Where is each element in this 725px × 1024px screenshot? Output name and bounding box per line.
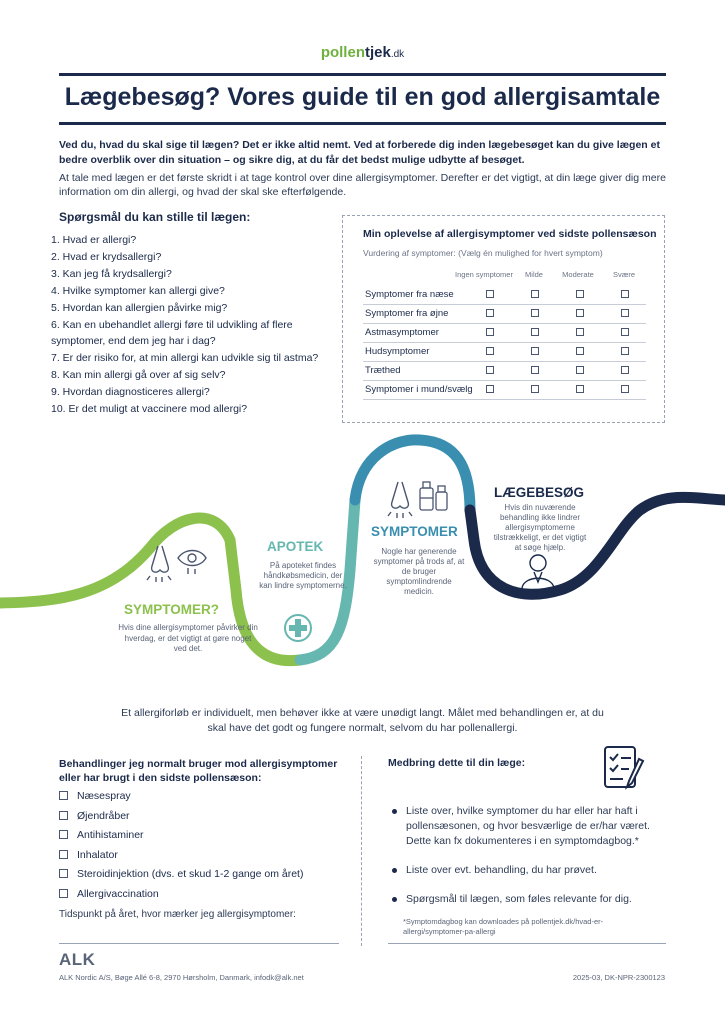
treatment-label: Allergivaccination [77,887,159,900]
rating-checkbox[interactable] [531,366,539,374]
bottom-rule-left [59,943,339,944]
symptom-table-subtitle: Vurdering af symptomer: (Vælg én mulighed for hvert symptom) [363,248,603,258]
treatment-checkbox[interactable] [59,889,68,898]
eye-icon [178,551,206,575]
rating-checkbox[interactable] [486,385,494,393]
symptom-row [363,380,646,400]
symptom-row-label: Astmasymptomer [365,327,439,338]
pharmacy-cross-icon [285,615,311,641]
stage-symptoms-question-text: Hvis dine allergisymptomer påvirker din hverdag, er det vigtigt at gøre noget ved det. [118,623,258,653]
path-segment-blue [355,440,470,510]
bullet-icon [392,897,397,902]
rating-checkbox[interactable] [621,347,629,355]
rating-checkbox[interactable] [576,366,584,374]
bring-item [392,863,664,878]
allergy-journey-path [0,420,725,710]
journey-summary-text: Et allergiforløb er individuelt, men behøver ikke at være unødigt langt. Målet med behandlingen er, at du skal have det godt og fungere normalt, selvom du har pollenallergi. [121,707,604,734]
symptom-row-label: Symptomer i mund/svælg [365,384,473,395]
bring-item [392,804,664,849]
question-item: 8. Kan min allergi gå over af sig selv? [51,369,226,382]
pollentjek-logo [0,44,725,61]
bullet-icon [392,809,397,814]
bullet-icon [392,868,397,873]
rating-checkbox[interactable] [576,347,584,355]
intro-text: At tale med lægen er det første skridt i at tage kontrol over dine allergisymptomer. Derefter er det vigtigt, at din læge giver dig mere information om din allergi, og hvad der skal ske efterfølgende. [59,172,666,198]
symptom-row-label: Hudsymptomer [365,346,430,357]
stage-pharmacy-text: På apoteket findes håndkøbsmedicin, der kan lindre symptomerne. [259,561,347,590]
question-item: 4. Hvilke symptomer kan allergi give? [51,284,225,297]
questions-heading: Spørgsmål du kan stille til lægen: [59,210,251,224]
alk-logo: ALK [59,950,96,969]
rating-checkbox[interactable] [486,309,494,317]
column-divider [361,756,362,946]
treatments-heading: Behandlinger jeg normalt bruger mod allergisymptomer eller har brugt i den sidste pollensæson: [59,758,338,784]
rating-checkbox[interactable] [486,328,494,336]
bring-item [392,892,664,907]
treatment-label: Næsespray [77,790,131,802]
treatments-list [59,788,359,905]
question-item: 6. Kan en ubehandlet allergi føre til udvikling af flere symptomer, end dem jeg har i dag? [51,318,293,348]
symptom-row [363,285,646,305]
treatment-checkbox[interactable] [59,869,68,878]
logo-part-pollen: pollen [320,44,365,61]
treatment-item [59,866,359,886]
question-item: 2. Hvad er krydsallergi? [51,250,162,263]
rating-checkbox[interactable] [531,309,539,317]
time-of-year-label: Tidspunkt på året, hvor mærker jeg allergisymptomer: [59,909,296,920]
rating-checkbox[interactable] [576,385,584,393]
column-header-none: Ingen symptomer [455,270,513,279]
symptom-row [363,304,646,324]
question-item: 7. Er der risiko for, at min allergi kan udvikle sig til astma? [51,352,319,365]
symptom-rating-box [342,215,665,423]
treatment-checkbox[interactable] [59,811,68,820]
stage-symptoms-title: SYMPTOMER [371,524,458,539]
symptom-row [363,342,646,362]
rating-checkbox[interactable] [576,309,584,317]
rating-checkbox[interactable] [531,347,539,355]
bottom-rule-right [388,943,666,944]
column-header-mild: Milde [525,270,543,279]
stage-symptoms-text: Nogle har generende symptomer på trods af, at de bruger symptomlindrende medicin. [373,547,465,596]
column-header-severe: Svære [612,270,636,279]
treatment-label: Antihistaminer [77,829,144,841]
bring-list [392,804,664,907]
title-rule-bottom [59,122,666,125]
rating-checkbox[interactable] [486,366,494,374]
rating-checkbox[interactable] [621,385,629,393]
rating-checkbox[interactable] [486,290,494,298]
treatment-item [59,808,359,828]
title-rule-top [59,73,666,76]
rating-checkbox[interactable] [621,290,629,298]
symptom-diary-footnote: *Symptomdagbog kan downloades på pollentjek.dk/hvad-er-allergi/symptomer-pa-allergi [403,917,604,936]
rating-checkbox[interactable] [576,328,584,336]
treatment-item [59,847,359,867]
logo-part-tjek: tjek [364,44,391,61]
treatment-label: Steroidinjektion (dvs. et skud 1-2 gange om året) [77,868,304,880]
bring-item-text: Spørgsmål til lægen, som føles relevante for dig. [406,893,632,905]
symptom-row-label: Symptomer fra øjne [365,308,449,319]
nose-icon [388,482,412,518]
footer-document-code: 2025-03, DK-NPR-2300123 [572,973,665,982]
bring-heading: Medbring dette til din læge: [388,757,526,769]
logo-part-dk: .dk [390,49,405,60]
symptom-row-label: Træthed [365,365,401,376]
question-item: 1. Hvad er allergi? [51,234,137,246]
symptom-row [363,323,646,343]
symptom-row [363,361,646,381]
stage-doctor-visit-text: Hvis din nuværende behandling ikke lindrer allergisymptomerne tilstrækkeligt, er det vigtigt at søge hjælp. [493,503,587,552]
questions-list [51,232,326,418]
rating-checkbox[interactable] [621,366,629,374]
rating-checkbox[interactable] [486,347,494,355]
column-header-moderate: Moderate [562,270,594,279]
treatment-checkbox[interactable] [59,791,68,800]
symptom-table-title: Min oplevelse af allergisymptomer ved sidste pollensæson [363,228,657,240]
treatment-checkbox[interactable] [59,850,68,859]
footer-address: ALK Nordic A/S, Bøge Allé 6-8, 2970 Hørsholm, Danmark, infodk@alk.net [59,973,304,982]
bring-item-text: Liste over evt. behandling, du har prøvet. [406,864,597,876]
checklist-document-icon [603,745,647,791]
treatment-label: Øjendråber [77,809,130,822]
question-item: 3. Kan jeg få krydsallergi? [51,267,172,280]
rating-checkbox[interactable] [531,385,539,393]
treatment-item [59,886,359,906]
treatment-item [59,827,359,847]
treatment-item [59,788,359,808]
treatment-label: Inhalator [77,848,118,861]
stage-doctor-visit-title: LÆGEBESØG [494,485,585,500]
medicine-icon [420,482,447,510]
bring-item-text: Liste over, hvilke symptomer du har eller har haft i pollensæsonen, og hvor besværlige de er/har været. Dette kan fx dokumenteres i en symptomdagbog.* [406,805,650,847]
rating-checkbox[interactable] [531,328,539,336]
rating-checkbox[interactable] [531,290,539,298]
stage-pharmacy-title: APOTEK [267,539,324,554]
symptom-row-label: Symptomer fra næse [365,289,454,300]
intro-bold: Ved du, hvad du skal sige til lægen? Det er ikke altid nemt. Ved at forberede dig inden lægebesøget kan du give lægen et bedre overblik over din situation – og sikre dig, at du får det bedst mulige udbytte af besøget. [59,139,660,166]
stage-symptoms-question-title: SYMPTOMER? [124,602,220,617]
rating-checkbox[interactable] [576,290,584,298]
question-item: 5. Hvordan kan allergien påvirke mig? [51,301,228,314]
page-title: Lægebesøg? Vores guide til en god allergisamtale [64,83,661,111]
treatment-checkbox[interactable] [59,830,68,839]
rating-checkbox[interactable] [621,328,629,336]
question-item: 9. Hvordan diagnosticeres allergi? [51,386,210,399]
rating-checkbox[interactable] [621,309,629,317]
question-item: 10. Er det muligt at vaccinere mod allergi? [51,403,248,416]
